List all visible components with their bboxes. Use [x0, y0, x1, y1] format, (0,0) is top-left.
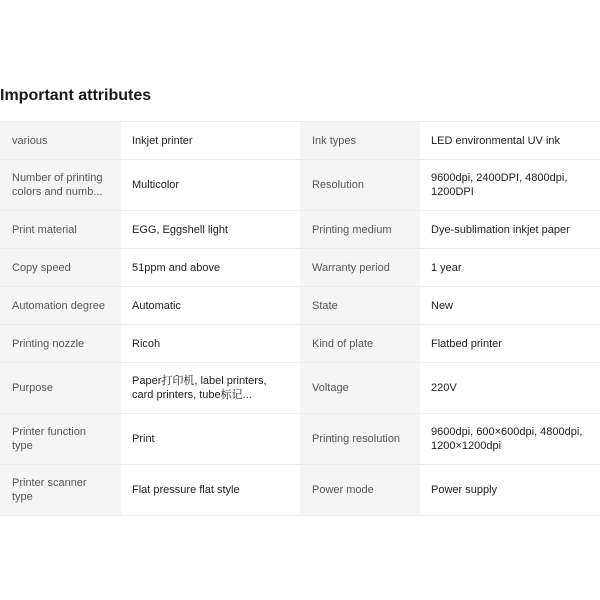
attribute-value: Ricoh — [121, 325, 300, 362]
attribute-label: Ink types — [300, 122, 420, 159]
attribute-value: Multicolor — [121, 160, 300, 210]
attribute-value: Inkjet printer — [121, 122, 300, 159]
section-title: Important attributes — [0, 87, 152, 104]
table-row — [0, 211, 600, 249]
table-row — [0, 363, 600, 414]
table-row — [0, 414, 600, 465]
attribute-value: 9600dpi, 2400DPI, 4800dpi, 1200DPI — [420, 160, 600, 210]
attribute-value: Flatbed printer — [420, 325, 600, 362]
table-row — [0, 249, 600, 287]
attribute-label: Power mode — [300, 465, 420, 515]
attribute-label: Number of printing colors and numb... — [0, 160, 121, 210]
attribute-value: 220V — [420, 363, 600, 413]
attribute-label: Printer scanner type — [0, 465, 121, 515]
table-row — [0, 160, 600, 211]
attribute-value: Automatic — [121, 287, 300, 324]
table-row — [0, 287, 600, 325]
attributes-table — [0, 121, 600, 516]
table-row — [0, 325, 600, 363]
table-row — [0, 122, 600, 160]
attribute-label: Automation degree — [0, 287, 121, 324]
attribute-value: EGG, Eggshell light — [121, 211, 300, 248]
attribute-label: Copy speed — [0, 249, 121, 286]
attribute-value: Paper打印机, label printers, card printers, tube标记... — [121, 363, 300, 413]
attribute-label: Purpose — [0, 363, 121, 413]
attribute-value: Power supply — [420, 465, 600, 515]
attribute-label: Print material — [0, 211, 121, 248]
attribute-label: various — [0, 122, 121, 159]
attribute-label: Printer function type — [0, 414, 121, 464]
attribute-value: New — [420, 287, 600, 324]
attribute-label: Resolution — [300, 160, 420, 210]
attribute-value: Dye-sublimation inkjet paper — [420, 211, 600, 248]
attribute-value: Print — [121, 414, 300, 464]
attribute-label: Printing medium — [300, 211, 420, 248]
attribute-label: Printing resolution — [300, 414, 420, 464]
attribute-label: Kind of plate — [300, 325, 420, 362]
attribute-label: Warranty period — [300, 249, 420, 286]
attribute-value: 1 year — [420, 249, 600, 286]
attribute-value: LED environmental UV ink — [420, 122, 600, 159]
attribute-label: Printing nozzle — [0, 325, 121, 362]
attribute-value: Flat pressure flat style — [121, 465, 300, 515]
attribute-label: Voltage — [300, 363, 420, 413]
attribute-label: State — [300, 287, 420, 324]
attribute-value: 51ppm and above — [121, 249, 300, 286]
table-row — [0, 465, 600, 516]
attribute-value: 9600dpi, 600×600dpi, 4800dpi, 1200×1200dpi — [420, 414, 600, 464]
